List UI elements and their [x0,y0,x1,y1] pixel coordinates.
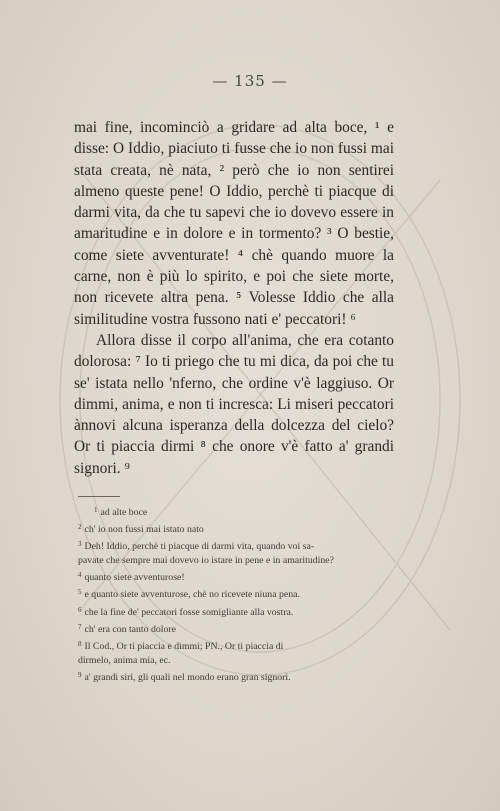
footnote [78,668,398,685]
footnote-number: 1 [94,506,98,514]
footnote-text: ch' io non fussi mai istato nato [84,524,204,536]
footnote [78,503,398,520]
footnote-text: e quanto siete avventurose, chè no ricevete niuna pena. [84,589,300,601]
footnote [78,603,398,620]
footnote-text: Il Cod., Or ti piaccia e dimmi; PN., Or ti piaccia di [84,640,284,652]
footnote-number: 2 [78,523,82,532]
footnote-text: Deh! Iddio, perchè ti piacque di darmi vita, quando voi sa- [84,541,315,553]
footnote [78,620,398,637]
main-text [74,117,394,479]
footnote-divider [78,496,120,497]
footnote-text: a' grandi siri, gli quali nel mondo erano gran signori. [84,671,291,683]
footnote-text: che la fine de' peccatori fosse somigliante alla vostra. [84,606,294,618]
footnote [78,520,398,537]
footnote [78,537,398,554]
footnote-text: dirmelo, anima mia, ec. [78,654,171,666]
paragraph-1: mai fine, incominciò a gridare ad alta boce, ¹ e disse: O Iddio, piaciuto ti fusse che io non fussi mai stata creata, nè nata, ² però che io non sentirei almeno queste pene! O Iddio, perchè ti piacque di darmi vita, da che tu sapevi che io dovevo essere in amaritudine e in dolore e in tormento? ³ O bestie, come siete avventurate! ⁴ chè quando muore la carne, non è più lo spirito, e poi che siete morte, non ricevete altra pena. ⁵ Volesse Iddio che alla similitudine vostra fussono nati e' peccatori! ⁶ [74,119,394,328]
footnote-number: 7 [78,622,82,631]
footnote [78,568,398,585]
footnote [78,637,398,654]
page-number: — 135 — [212,72,288,90]
footnote-text: pavate che sempre mai dovevo io istare in pene e in amaritudine? [78,555,334,567]
footnote-number: 9 [78,670,82,679]
footnote [78,585,398,602]
footnote-text: ad alte boce [100,507,148,518]
footnote-number: 6 [78,605,82,614]
footnote-number: 4 [78,571,82,580]
footnotes [78,503,398,685]
footnote-text: quanto siete avventurose! [84,572,185,584]
paragraph-2: Allora disse il corpo all'anima, che era cotanto dolorosa: ⁷ Io ti priego che tu mi dica, da poi che tu se' istata nello 'nferno, che ordine v'è laggiuso. Or dimmi, anima, e non ti incresca: Li miseri peccatori ànnovi alcuna isperanza della dolcezza del cielo? Or ti piaccia dirmi ⁸ che onore v'è fatto a' grandi signori. ⁹ [74,331,394,477]
footnote-number: 3 [78,540,82,549]
footnote-text: ch' era con tanto dolore [84,623,177,635]
footnote-number: 8 [78,639,82,648]
footnote [78,554,398,568]
footnote-number: 5 [78,588,82,597]
footnote [78,654,398,668]
